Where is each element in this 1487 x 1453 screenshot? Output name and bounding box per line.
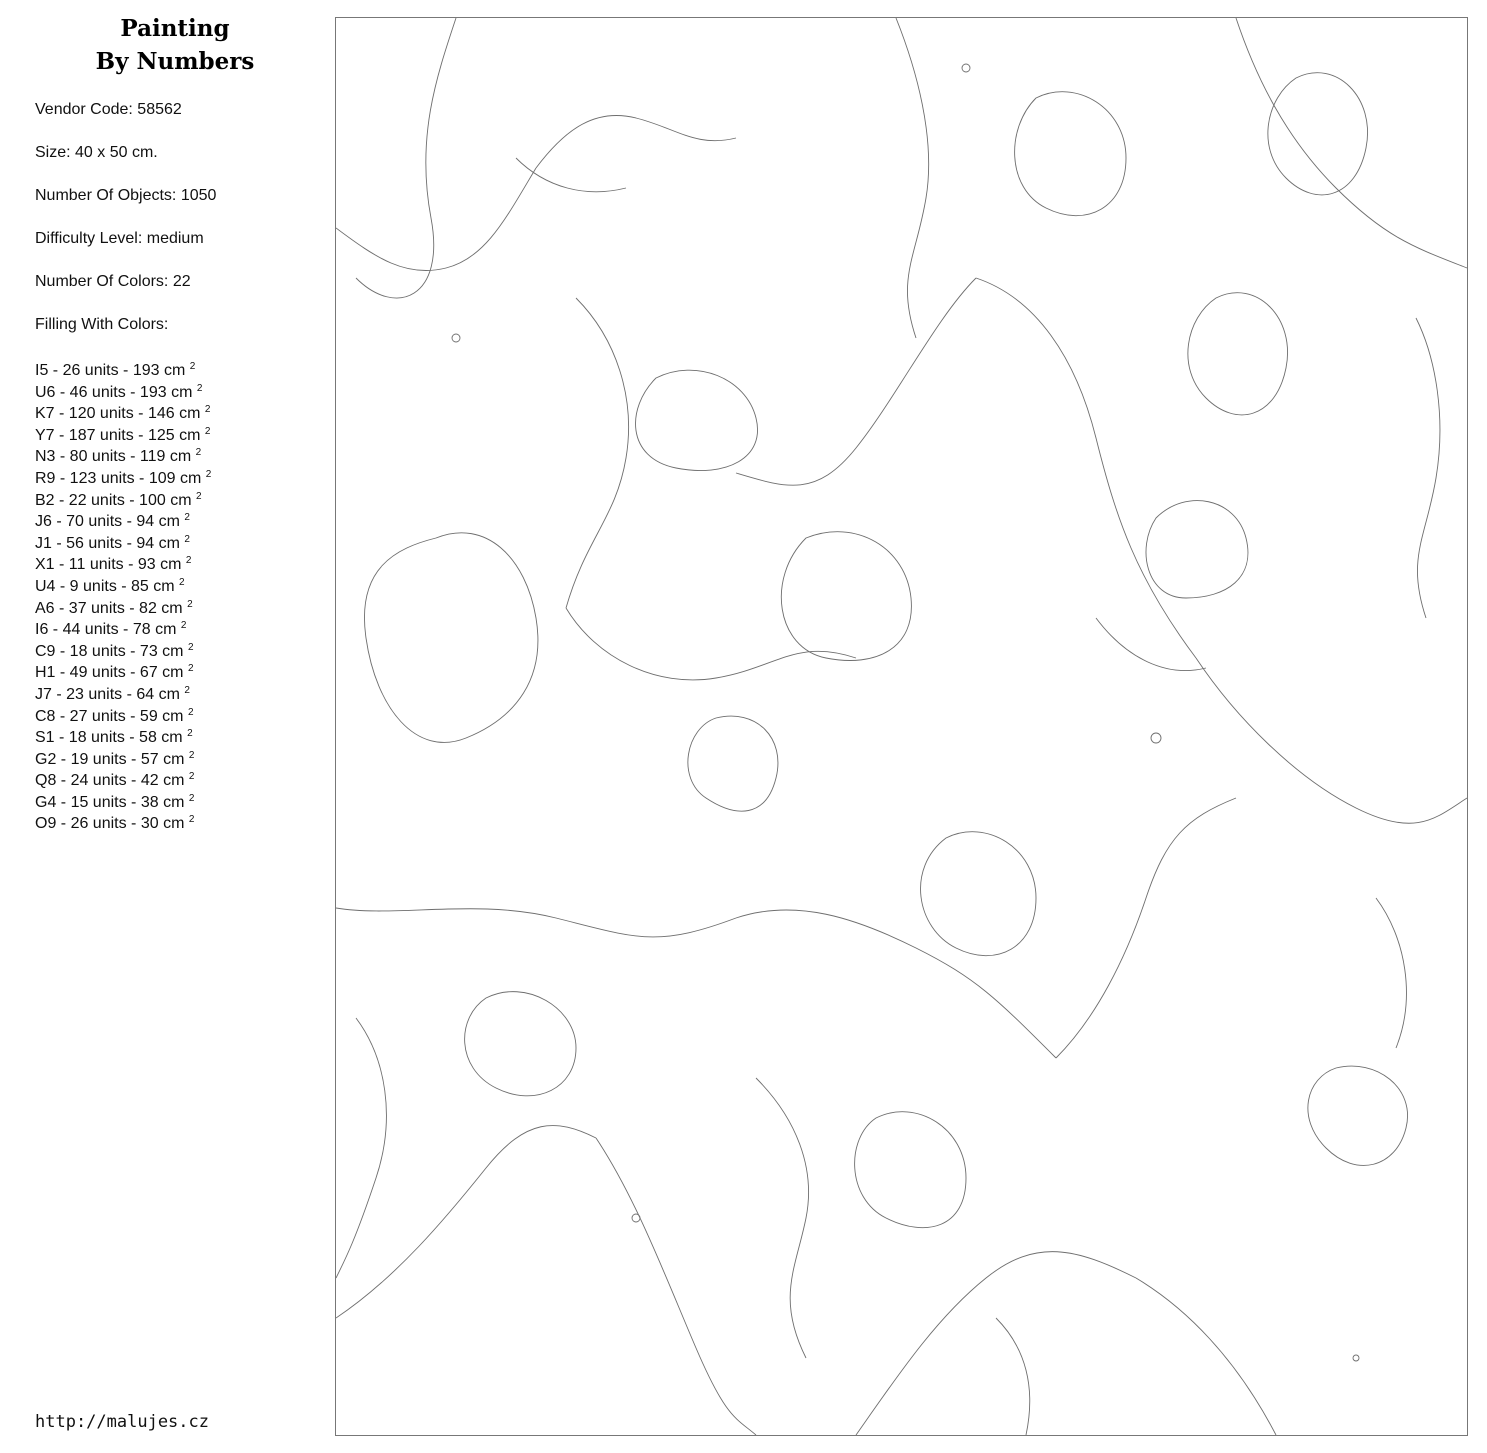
- color-item: G4 - 15 units - 38 cm $^2$: [35, 792, 195, 811]
- color-item: J1 - 56 units - 94 cm $^2$: [35, 533, 190, 552]
- color-item: Q8 - 24 units - 42 cm $^2$: [35, 771, 195, 790]
- vendor-code: Vendor Code: 58562: [35, 101, 182, 118]
- color-item: I6 - 44 units - 78 cm $^2$: [35, 620, 187, 639]
- color-item: N3 - 80 units - 119 cm $^2$: [35, 447, 202, 466]
- title-line-1: Painting: [120, 15, 230, 42]
- color-item: U4 - 9 units - 85 cm $^2$: [35, 576, 185, 595]
- color-item: S1 - 18 units - 58 cm $^2$: [35, 728, 193, 747]
- website-url[interactable]: http://malujes.cz: [35, 1412, 209, 1432]
- color-item: C8 - 27 units - 59 cm $^2$: [35, 706, 194, 725]
- page-title: [60, 12, 290, 78]
- color-item: G2 - 19 units - 57 cm $^2$: [35, 749, 195, 768]
- colors-count: Number Of Colors: 22: [35, 273, 191, 290]
- title-line-2: By Numbers: [95, 48, 255, 75]
- color-item: I5 - 26 units - 193 cm $^2$: [35, 361, 196, 379]
- color-item: H1 - 49 units - 67 cm $^2$: [35, 663, 194, 682]
- color-item: U6 - 46 units - 193 cm $^2$: [35, 382, 203, 401]
- filling-heading: Filling With Colors:: [35, 316, 169, 333]
- line-art-canvas: [335, 17, 1468, 1436]
- color-item: X1 - 11 units - 93 cm $^2$: [35, 555, 192, 574]
- color-item: C9 - 18 units - 73 cm $^2$: [35, 641, 194, 660]
- color-item: B2 - 22 units - 100 cm $^2$: [35, 490, 202, 509]
- color-item: K7 - 120 units - 146 cm $^2$: [35, 404, 211, 423]
- difficulty-level: Difficulty Level: medium: [35, 230, 204, 247]
- line-art: [336, 18, 1467, 1435]
- objects-count: Number Of Objects: 1050: [35, 187, 217, 204]
- color-item: A6 - 37 units - 82 cm $^2$: [35, 598, 193, 617]
- color-item: J6 - 70 units - 94 cm $^2$: [35, 512, 190, 531]
- size-label: Size: 40 x 50 cm.: [35, 144, 158, 161]
- color-item: O9 - 26 units - 30 cm $^2$: [35, 814, 195, 833]
- product-info: [35, 97, 216, 355]
- color-item: R9 - 123 units - 109 cm $^2$: [35, 468, 212, 487]
- color-item: Y7 - 187 units - 125 cm $^2$: [35, 425, 211, 444]
- color-item: J7 - 23 units - 64 cm $^2$: [35, 684, 190, 703]
- color-list: [35, 356, 211, 831]
